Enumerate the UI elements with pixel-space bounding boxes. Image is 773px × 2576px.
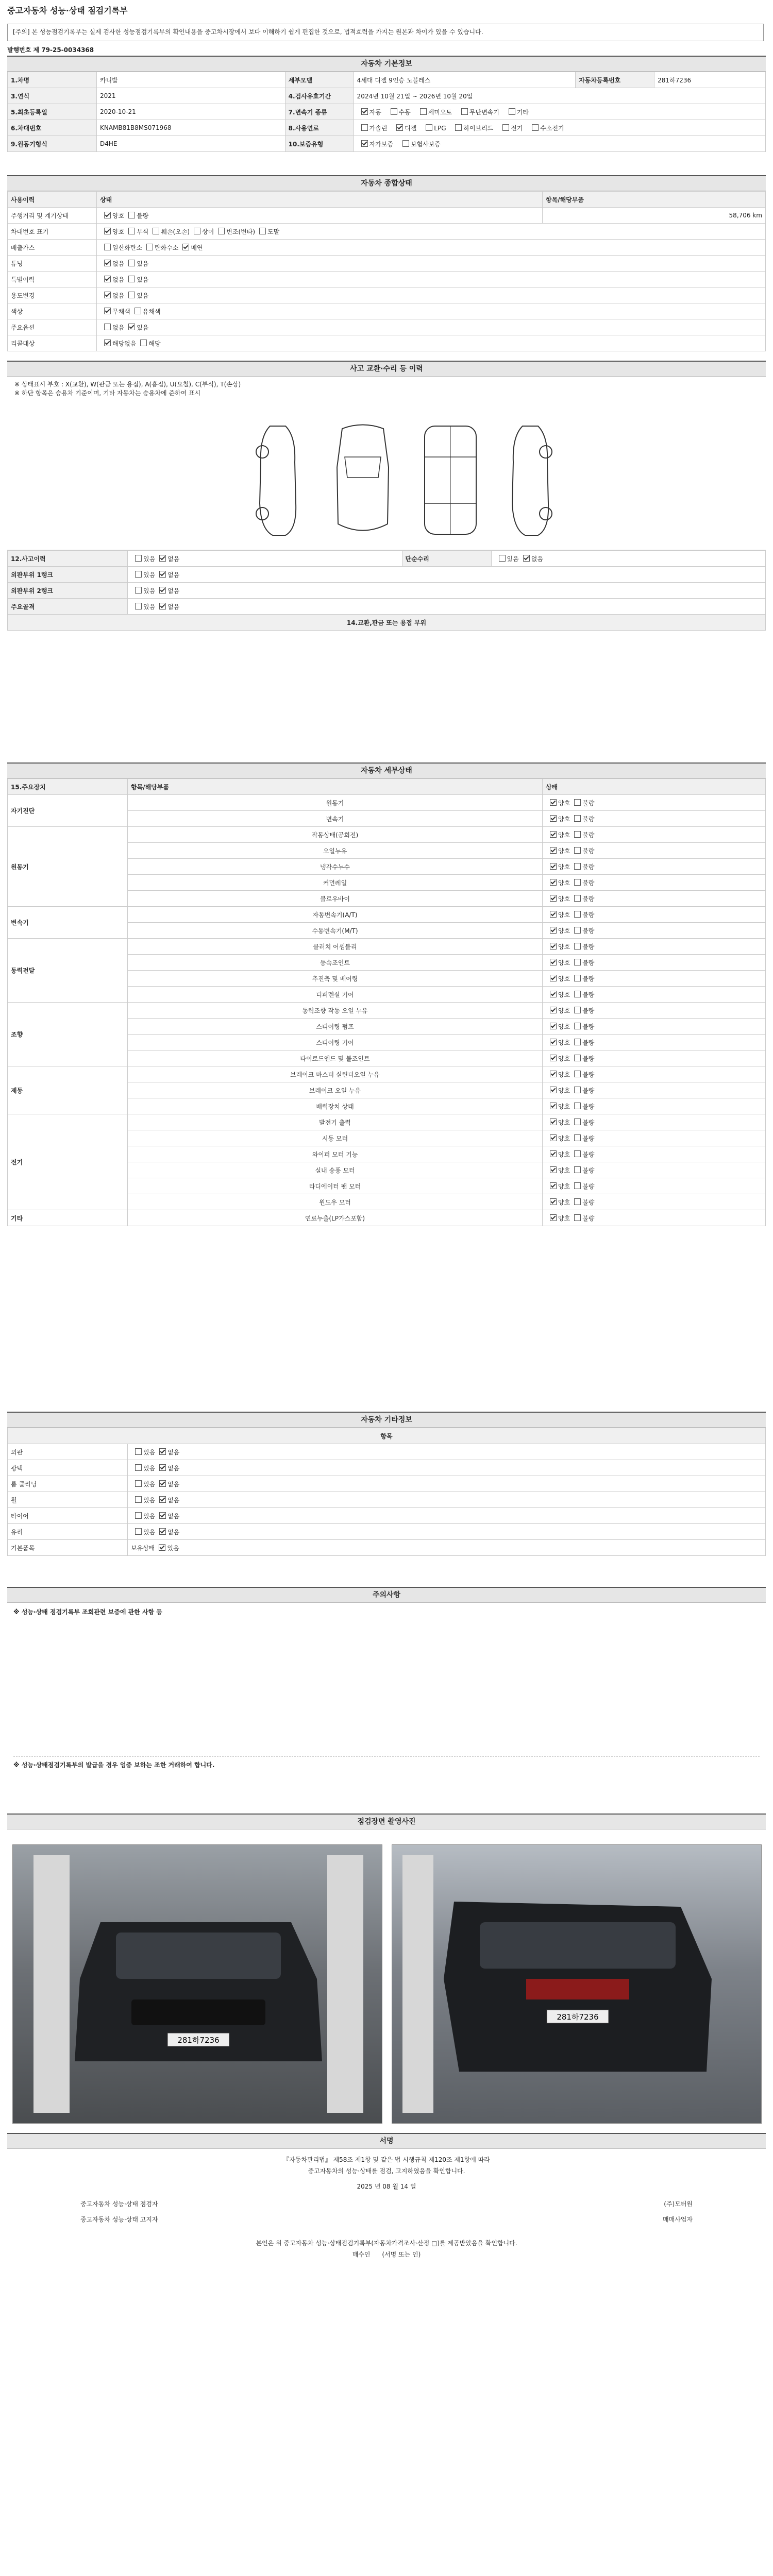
color-options: 무채색 유채색 <box>97 303 766 319</box>
inspector-label: 중고자동차 성능·상태 점검자 <box>80 2200 158 2208</box>
checkbox-icon <box>420 108 427 115</box>
detail-item-label: 자동변속기(A/T) <box>128 907 543 923</box>
detail-item-label: 시동 모터 <box>128 1130 543 1146</box>
checkbox-icon <box>550 879 557 886</box>
legend-line-1: ※ 상태표시 부호 : X(교환), W(판금 또는 용접), A(흠집), U(요철), C(부식), T(손상) <box>14 381 241 388</box>
emission-label: 배출가스 <box>8 240 97 256</box>
detail-group-name: 변속기 <box>8 907 128 939</box>
checkbox-icon <box>550 975 557 981</box>
car-top-icon <box>327 421 399 539</box>
detail-col2: 항목/해당부품 <box>128 779 543 795</box>
checkbox-icon <box>574 1007 581 1013</box>
checkbox-icon <box>550 1214 557 1221</box>
detail-item-state: 양호 불량 <box>543 971 766 987</box>
checkbox-icon <box>159 1528 166 1535</box>
checkbox-icon <box>159 1544 165 1551</box>
car-frame-icon <box>414 421 486 539</box>
car-rear-photo <box>392 1844 762 2124</box>
other-table <box>7 1428 766 1556</box>
checkbox-icon <box>574 927 581 934</box>
sign-label: (서명 또는 인) <box>382 2251 421 2258</box>
model-value: 4세대 디젤 9인승 노블레스 <box>354 72 575 88</box>
exterior-rank1-label: 외판부위 1랭크 <box>8 567 128 583</box>
detail-group-name: 자기진단 <box>8 795 128 827</box>
checkbox-icon <box>159 1496 166 1503</box>
detail-item-label: 디퍼렌셜 기어 <box>128 987 543 1003</box>
checkbox-icon <box>574 943 581 950</box>
checkbox-icon <box>135 1480 142 1487</box>
usage-change-label: 용도변경 <box>8 287 97 303</box>
possession-label: 보유상태 있음 <box>128 1540 766 1556</box>
detail-group-name: 원동기 <box>8 827 128 907</box>
checkbox-icon <box>361 108 368 115</box>
checkbox-icon <box>550 1055 557 1061</box>
other-row-options: 있음 없음 <box>128 1508 766 1524</box>
checkbox-icon <box>550 1166 557 1173</box>
document-title: 중고자동차 성능·상태 점검기록부 <box>7 6 128 15</box>
signature-header: 서명 <box>7 2134 766 2149</box>
document-number: 발행번호 제 79-25-0034368 <box>7 46 94 54</box>
checkbox-icon <box>574 1055 581 1061</box>
detail-row <box>8 1210 766 1226</box>
detail-item-label: 연료누출(LP가스포함) <box>128 1210 543 1226</box>
detail-item-state: 양호 불량 <box>543 1146 766 1162</box>
notifier-value: 매매사업자 <box>663 2216 693 2223</box>
other-row-label: 룸 클리닝 <box>8 1476 128 1492</box>
detail-group-name: 전기 <box>8 1114 128 1210</box>
other-row <box>8 1508 766 1524</box>
accident-section <box>7 361 766 631</box>
checkbox-icon <box>509 108 515 115</box>
notes-sub2: ※ 성능·상태점검기록부의 발급을 경우 엄중 보하는 조한 거래하여 합니다. <box>13 1761 215 1769</box>
car-rear-icon <box>392 1845 761 2123</box>
receipt-text: 본인은 위 중고자동차 성능·상태점검기록부(자동차가격조사·산정 □)를 제공받았음을 확인합니다. <box>256 2240 517 2247</box>
detail-item-state: 양호 불량 <box>543 1050 766 1066</box>
detail-item-state: 양호 불량 <box>543 843 766 859</box>
signature-section <box>7 2133 766 2265</box>
other-row-options: 있음 없음 <box>128 1476 766 1492</box>
other-row <box>8 1524 766 1540</box>
plate-rear: 281하7236 <box>557 2012 599 2022</box>
other-row <box>8 1460 766 1476</box>
other-row <box>8 1492 766 1508</box>
detail-item-state: 양호 불량 <box>543 1098 766 1114</box>
other-row-options: 있음 없음 <box>128 1524 766 1540</box>
checkbox-icon <box>574 831 581 838</box>
notes-section <box>7 1587 766 1774</box>
checkbox-icon <box>550 1103 557 1109</box>
detail-item-label: 수동변속기(M/T) <box>128 923 543 939</box>
checkbox-icon <box>574 815 581 822</box>
transmission-label: 7.변속기 종류 <box>285 104 354 120</box>
model-label: 세부모델 <box>285 72 354 88</box>
other-row-label: 외판 <box>8 1444 128 1460</box>
checkbox-icon <box>574 895 581 902</box>
checkbox-icon <box>550 1198 557 1205</box>
mileage-value: 58,706 km <box>543 208 766 224</box>
recall-label: 리콜대상 <box>8 335 97 351</box>
detail-item-label: 와이퍼 모터 기능 <box>128 1146 543 1162</box>
accident-header: 사고 교환·수리 등 이력 <box>7 362 766 377</box>
checkbox-icon <box>461 108 468 115</box>
detail-row <box>8 907 766 923</box>
status-col-note: 항목/해당부품 <box>543 192 766 208</box>
detail-item-state: 양호 불량 <box>543 955 766 971</box>
signature-table <box>77 2196 696 2227</box>
detail-item-label: 발전기 출력 <box>128 1114 543 1130</box>
other-row-options: 있음 없음 <box>128 1460 766 1476</box>
photos-header: 점검장면 촬영사진 <box>7 1815 766 1829</box>
checkbox-icon <box>550 1150 557 1157</box>
checkbox-icon <box>550 1118 557 1125</box>
car-name-value: 카니발 <box>97 72 285 88</box>
detail-row <box>8 1003 766 1019</box>
inspection-period-label: 4.검사유효기간 <box>285 88 354 104</box>
status-section <box>7 175 766 351</box>
detail-item-state: 양호 불량 <box>543 1003 766 1019</box>
checkbox-icon <box>550 895 557 902</box>
checkbox-icon <box>135 1448 142 1455</box>
basic-info-header: 자동차 기본정보 <box>7 57 766 72</box>
checkbox-icon <box>574 1087 581 1093</box>
color-label: 색상 <box>8 303 97 319</box>
other-section <box>7 1412 766 1556</box>
fuel-label: 8.사용연료 <box>285 120 354 136</box>
exterior-rank1-options: 있음 없음 <box>128 567 766 583</box>
frame-options: 있음 없음 <box>128 599 766 615</box>
signature-line2: 중고자동차의 성능·상태를 점검, 고지하였음을 확인합니다. <box>308 2167 465 2175</box>
detail-row <box>8 827 766 843</box>
detail-section <box>7 762 766 1226</box>
detail-col3: 상태 <box>543 779 766 795</box>
tuning-label: 튜닝 <box>8 256 97 272</box>
checkbox-icon <box>550 927 557 934</box>
checkbox-icon <box>550 815 557 822</box>
car-side-right-icon <box>502 421 559 539</box>
vin-mark-label: 차대번호 표기 <box>8 224 97 240</box>
detail-item-label: 클러치 어셈블리 <box>128 939 543 955</box>
checkbox-icon <box>550 943 557 950</box>
engine-type-label: 9.원동기형식 <box>8 136 97 152</box>
vin-label: 6.차대번호 <box>8 120 97 136</box>
main-options-options: 없음 있음 <box>97 319 766 335</box>
detail-item-state: 양호 불량 <box>543 1210 766 1226</box>
checkbox-icon <box>574 1039 581 1045</box>
warranty-options: 자가보증 보험사보증 <box>354 136 765 152</box>
other-row-options: 있음 없음 <box>128 1444 766 1460</box>
checkbox-icon <box>550 991 557 997</box>
emission-options: 일산화탄소 탄화수소 매연 <box>97 240 766 256</box>
basic-info-section <box>7 56 766 152</box>
basic-info-table <box>7 72 766 152</box>
accident-history-label: 12.사고이력 <box>8 551 128 567</box>
detail-group-name: 조향 <box>8 1003 128 1066</box>
detail-item-label: 배력장치 상태 <box>128 1098 543 1114</box>
detail-item-state: 양호 불량 <box>543 1194 766 1210</box>
checkbox-icon <box>574 1103 581 1109</box>
checkbox-icon <box>550 1039 557 1045</box>
checkbox-icon <box>550 831 557 838</box>
checkbox-icon <box>574 799 581 806</box>
checkbox-icon <box>574 911 581 918</box>
notes-text-block <box>13 1617 760 1757</box>
detail-item-label: 등속조인트 <box>128 955 543 971</box>
checkbox-icon <box>455 124 462 131</box>
detail-item-state: 양호 불량 <box>543 1130 766 1146</box>
checkbox-icon <box>159 1512 166 1519</box>
checkbox-icon <box>502 124 509 131</box>
other-row <box>8 1476 766 1492</box>
detail-item-state: 양호 불량 <box>543 1162 766 1178</box>
inspector-value: (주)모터원 <box>664 2200 693 2208</box>
inspection-period-value: 2024년 10월 21일 ~ 2026년 10월 20일 <box>354 88 765 104</box>
signature-date: 2025 년 08 월 14 일 <box>357 2183 416 2190</box>
rank-header: 14.교환,판금 또는 용접 부위 <box>8 615 766 631</box>
detail-item-label: 원동기 <box>128 795 543 811</box>
fuel-options: 가솔린 디젤 LPG 하이브리드 전기 수소전기 <box>354 120 765 136</box>
warranty-label: 10.보증유형 <box>285 136 354 152</box>
special-history-label: 특별이력 <box>8 272 97 287</box>
checkbox-icon <box>550 1182 557 1189</box>
notes-body <box>7 1603 766 1774</box>
plate-front: 281하7236 <box>177 2036 220 2045</box>
detail-item-state: 양호 불량 <box>543 987 766 1003</box>
signature-line1: 『자동차관리법』 제58조 제1항 및 같은 법 시행규칙 제120조 제1항에 따라 <box>283 2156 490 2163</box>
detail-item-state: 양호 불량 <box>543 1178 766 1194</box>
checkbox-icon <box>574 847 581 854</box>
car-front-icon <box>13 1845 382 2123</box>
accident-history-options: 있음 없음 <box>128 551 402 567</box>
other-row-options: 있음 없음 <box>128 1492 766 1508</box>
checkbox-icon <box>550 799 557 806</box>
detail-item-state: 양호 불량 <box>543 907 766 923</box>
detail-table <box>7 778 766 1226</box>
checkbox-icon <box>135 1464 142 1471</box>
accident-legend <box>7 377 766 400</box>
other-row <box>8 1444 766 1460</box>
checkbox-icon <box>574 879 581 886</box>
checkbox-icon <box>532 124 539 131</box>
checkbox-icon <box>391 108 397 115</box>
checkbox-icon <box>550 847 557 854</box>
checkbox-icon <box>550 1087 557 1093</box>
detail-item-label: 브레이크 오일 누유 <box>128 1082 543 1098</box>
frame-label: 주요골격 <box>8 599 128 615</box>
checkbox-icon <box>550 1071 557 1077</box>
checkbox-icon <box>574 1150 581 1157</box>
notifier-label: 중고자동차 성능·상태 고지자 <box>80 2216 158 2223</box>
checkbox-icon <box>550 911 557 918</box>
checkbox-icon <box>574 959 581 965</box>
checkbox-icon <box>550 959 557 965</box>
tuning-options: 없음 있음 <box>97 256 766 272</box>
detail-item-label: 윈도우 모터 <box>128 1194 543 1210</box>
detail-item-label: 스티어링 기어 <box>128 1035 543 1050</box>
checkbox-icon <box>361 124 368 131</box>
checkbox-icon <box>574 1134 581 1141</box>
checkbox-icon <box>159 1448 166 1455</box>
other-header: 자동차 기타정보 <box>7 1413 766 1428</box>
detail-row <box>8 939 766 955</box>
detail-header: 자동차 세부상태 <box>7 764 766 778</box>
detail-item-label: 블로우바이 <box>128 891 543 907</box>
transmission-options: 자동 수동 세미오토 무단변속기 기타 <box>354 104 765 120</box>
detail-item-state: 양호 불량 <box>543 827 766 843</box>
detail-item-label: 커먼레일 <box>128 875 543 891</box>
detail-group-name: 제동 <box>8 1066 128 1114</box>
year-label: 3.연식 <box>8 88 97 104</box>
checkbox-icon <box>135 1528 142 1535</box>
car-name-label: 1.차명 <box>8 72 97 88</box>
status-header: 자동차 종합상태 <box>7 176 766 191</box>
detail-item-state: 양호 불량 <box>543 859 766 875</box>
usage-change-options: 없음 있음 <box>97 287 766 303</box>
detail-item-state: 양호 불량 <box>543 923 766 939</box>
simple-repair-options: 있음 없음 <box>491 551 766 567</box>
other-row-label: 광택 <box>8 1460 128 1476</box>
checkbox-icon <box>550 1023 557 1029</box>
vin-mark-options: 양호 부식 훼손(오손) 상이 변조(변타) 도말 <box>97 224 766 240</box>
detail-item-state: 양호 불량 <box>543 1035 766 1050</box>
car-diagram <box>7 400 766 550</box>
year-value: 2021 <box>97 88 285 104</box>
checkbox-icon <box>574 1023 581 1029</box>
checkbox-icon <box>574 1198 581 1205</box>
mileage-label: 주행거리 및 계기상태 <box>8 208 97 224</box>
legend-line-2: ※ 하단 항목은 승용차 기준이며, 기타 자동차는 승용차에 준하여 표시 <box>14 389 201 397</box>
detail-row <box>8 1066 766 1082</box>
checkbox-icon <box>574 1166 581 1173</box>
detail-group-name: 기타 <box>8 1210 128 1226</box>
accident-table <box>7 550 766 631</box>
detail-item-label: 실내 송풍 모터 <box>128 1162 543 1178</box>
detail-item-label: 스티어링 펌프 <box>128 1019 543 1035</box>
checkbox-icon <box>135 1512 142 1519</box>
engine-type-value: D4HE <box>97 136 285 152</box>
detail-item-state: 양호 불량 <box>543 1114 766 1130</box>
car-front-photo <box>12 1844 382 2124</box>
detail-item-state: 양호 불량 <box>543 1019 766 1035</box>
basic-items-row <box>8 1540 766 1556</box>
detail-item-label: 변속기 <box>128 811 543 827</box>
detail-row <box>8 1114 766 1130</box>
other-row-label: 휠 <box>8 1492 128 1508</box>
checkbox-icon <box>574 991 581 997</box>
status-col-state: 상태 <box>97 192 543 208</box>
detail-item-state: 양호 불량 <box>543 891 766 907</box>
buyer-label: 매수인 <box>352 2251 371 2258</box>
detail-item-state: 양호 불량 <box>543 1066 766 1082</box>
detail-item-state: 양호 불량 <box>543 1082 766 1098</box>
checkbox-icon <box>550 1007 557 1013</box>
detail-item-label: 오일누유 <box>128 843 543 859</box>
detail-row <box>8 795 766 811</box>
recall-options: 해당없음 해당 <box>97 335 766 351</box>
photos-section <box>7 1814 766 1829</box>
checkbox-icon <box>574 863 581 870</box>
checkbox-icon <box>574 1214 581 1221</box>
plate-label: 자동차등록번호 <box>576 72 654 88</box>
simple-repair-label: 단순수리 <box>402 551 491 567</box>
status-col-item: 사용이력 <box>8 192 97 208</box>
checkbox-icon <box>361 140 368 147</box>
first-reg-value: 2020-10-21 <box>97 104 285 120</box>
detail-item-label: 타이로드엔드 및 볼조인트 <box>128 1050 543 1066</box>
detail-item-state: 양호 불량 <box>543 875 766 891</box>
exterior-rank2-options: 있음 없음 <box>128 583 766 599</box>
detail-item-state: 양호 불량 <box>543 795 766 811</box>
checkbox-icon <box>402 140 409 147</box>
vin-value: KNAMB81B8MS071968 <box>97 120 285 136</box>
checkbox-icon <box>574 1071 581 1077</box>
status-table <box>7 191 766 351</box>
detail-item-label: 냉각수누수 <box>128 859 543 875</box>
checkbox-icon <box>396 124 403 131</box>
other-row-label: 타이어 <box>8 1508 128 1524</box>
detail-item-label: 추진축 및 베어링 <box>128 971 543 987</box>
exterior-rank2-label: 외판부위 2랭크 <box>8 583 128 599</box>
car-side-left-icon <box>249 421 306 539</box>
first-reg-label: 5.최초등록일 <box>8 104 97 120</box>
checkbox-icon <box>574 1118 581 1125</box>
checkbox-icon <box>550 863 557 870</box>
signature-body <box>7 2149 766 2265</box>
detail-item-label: 작동상태(공회전) <box>128 827 543 843</box>
notes-header: 주의사항 <box>7 1588 766 1603</box>
main-options-label: 주요옵션 <box>8 319 97 335</box>
checkbox-icon <box>574 1182 581 1189</box>
mileage-options: 양호 불량 <box>97 208 543 224</box>
checkbox-icon <box>159 1480 166 1487</box>
basic-items-label: 기본품목 <box>8 1540 128 1556</box>
checkbox-icon <box>159 1464 166 1471</box>
special-history-options: 없음 있음 <box>97 272 766 287</box>
checkbox-icon <box>550 1134 557 1141</box>
checkbox-icon <box>135 1496 142 1503</box>
detail-item-label: 동력조향 작동 오일 누유 <box>128 1003 543 1019</box>
detail-group-name: 동력전달 <box>8 939 128 1003</box>
plate-value: 281하7236 <box>654 72 766 88</box>
detail-item-label: 라디에이터 팬 모터 <box>128 1178 543 1194</box>
notes-sub1: ※ 성능·상태 점검기록부 조회관련 보증에 관한 사항 등 <box>13 1608 162 1616</box>
detail-item-state: 양호 불량 <box>543 939 766 955</box>
checkbox-icon <box>574 975 581 981</box>
detail-item-label: 브레이크 마스터 실린더오일 누유 <box>128 1066 543 1082</box>
other-col: 항목 <box>8 1428 766 1444</box>
notice-box: [주의] 본 성능점검기록부는 실제 검사한 성능점검기록부의 확인내용을 중고차시장에서 보다 이해하기 쉽게 편집한 것으로, 법적효력을 가지는 원본과 차이가 있을 수 있습니다. <box>7 24 764 41</box>
checkbox-icon <box>426 124 432 131</box>
other-row-label: 유리 <box>8 1524 128 1540</box>
detail-item-state: 양호 불량 <box>543 811 766 827</box>
detail-col1: 15.주요장치 <box>8 779 128 795</box>
